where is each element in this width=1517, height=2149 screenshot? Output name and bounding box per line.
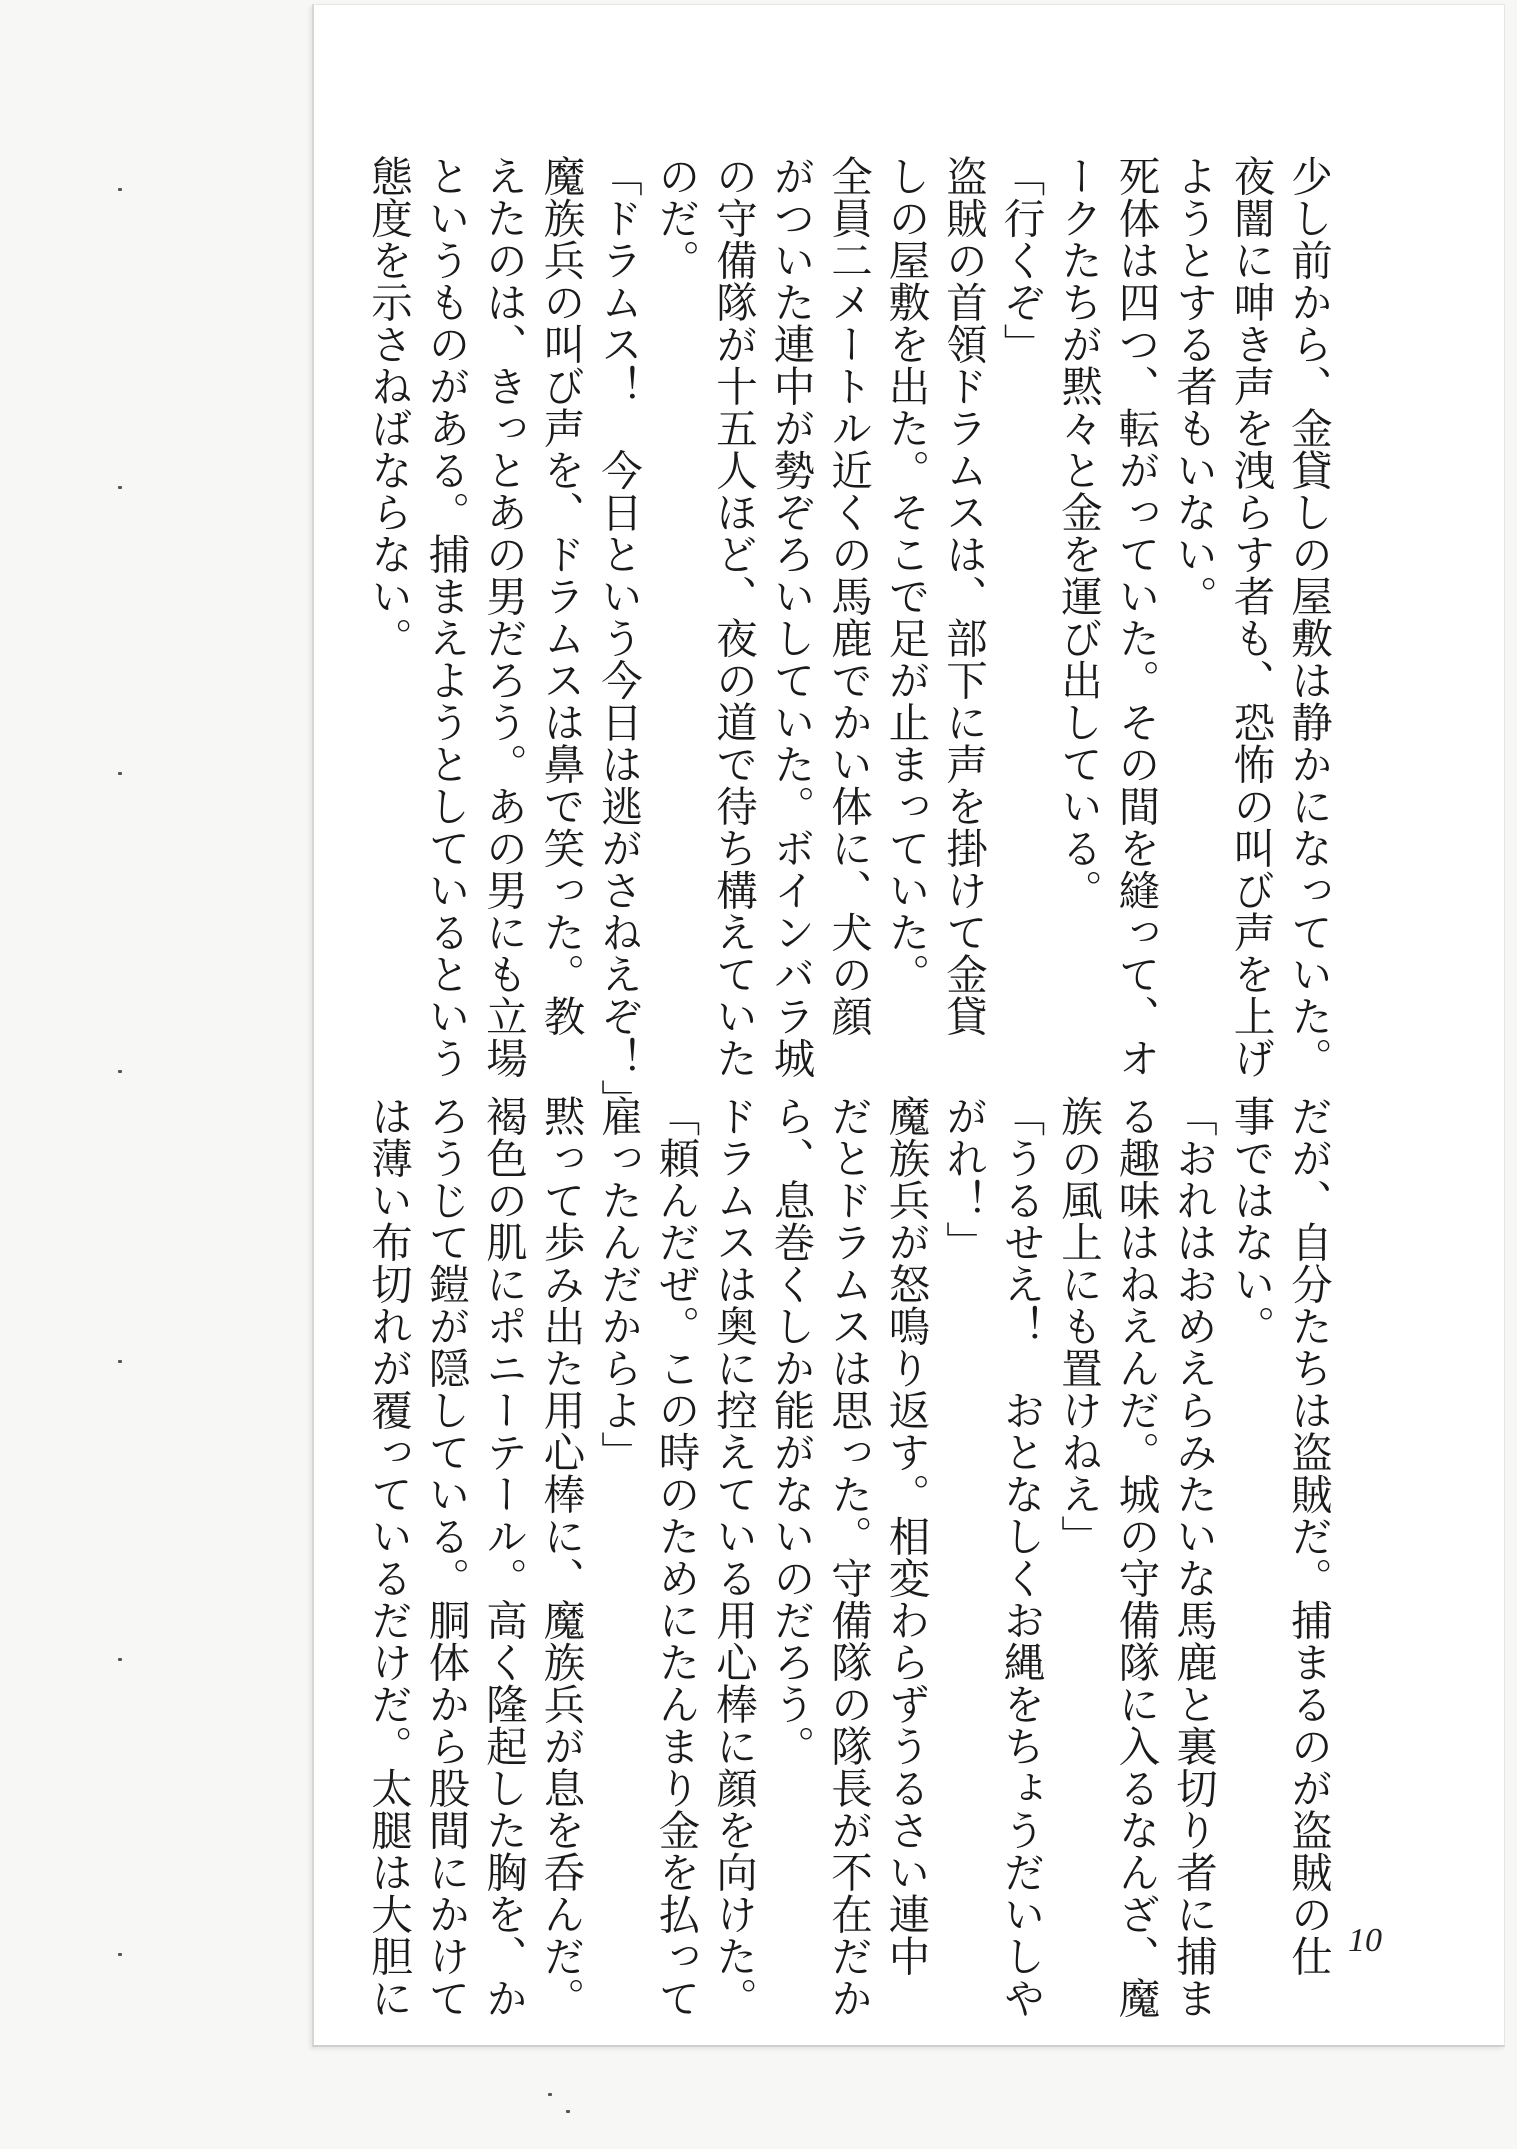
text-line: る趣味はねえんだ。城の守備隊に入るなんざ、魔 bbox=[1111, 1095, 1161, 2019]
book-page bbox=[312, 4, 1505, 2047]
text-line: の守備隊が十五人ほど、夜の道で待ち構えていた bbox=[709, 155, 758, 1079]
text-line: だとドラムスは思った。守備隊の隊長が不在だか bbox=[824, 1095, 873, 2019]
text-line: しの屋敷を出た。そこで足が止まっていた。 bbox=[881, 155, 931, 995]
text-line: 「うるせえ！ おとなしくお縄をちょうだいしや bbox=[996, 1095, 1046, 2019]
text-line: ようとする者もいない。 bbox=[1169, 155, 1218, 617]
text-line: 褐色の肌にポニーテール。高く隆起した胸を、か bbox=[479, 1095, 528, 2019]
text-line: だが、自分たちは盗賊だ。捕まるのが盗賊の仕 bbox=[1284, 1095, 1333, 1977]
text-line: がついた連中が勢ぞろいしていた。ボインバラ城 bbox=[766, 155, 816, 1079]
text-line: 態度を示さねばならない。 bbox=[364, 155, 413, 659]
page-number: 10 bbox=[1348, 1922, 1382, 1959]
text-line: 「ドラムス！ 今日という今日は逃がさねえぞ！」 bbox=[594, 155, 643, 1121]
text-line: 少し前から、金貸しの屋敷は静かになっていた。 bbox=[1284, 155, 1333, 1079]
text-line: 黙って歩み出た用心棒に、魔族兵が息を呑んだ。 bbox=[536, 1095, 586, 2019]
text-line: 魔族兵の叫び声を、ドラムスは鼻で笑った。教 bbox=[536, 155, 586, 1037]
text-line: 雇ったんだからよ」 bbox=[594, 1095, 643, 1473]
text-block-lower bbox=[360, 1095, 1338, 2019]
text-line: というものがある。捕まえようとしているという bbox=[421, 155, 471, 1079]
text-line: がれ！」 bbox=[939, 1095, 988, 1263]
text-line: 全員二メートル近くの馬鹿でかい体に、犬の顔 bbox=[824, 155, 873, 1037]
text-line: 死体は四つ、転がっていた。その間を縫って、オ bbox=[1111, 155, 1161, 1079]
text-line: ろうじて鎧が隠している。胴体から股間にかけて bbox=[421, 1095, 471, 2019]
text-line: 「頼んだぜ。この時のためにたんまり金を払って bbox=[651, 1095, 701, 2019]
text-line: ークたちが黙々と金を運び出している。 bbox=[1054, 155, 1103, 911]
text-line: 夜闇に呻き声を洩らす者も、恐怖の叫び声を上げ bbox=[1226, 155, 1276, 1079]
text-line: 「おれはおめえらみたいな馬鹿と裏切り者に捕ま bbox=[1169, 1095, 1218, 2019]
text-line: のだ。 bbox=[651, 155, 701, 281]
text-line: 族の風上にも置けねえ」 bbox=[1054, 1095, 1103, 1557]
text-line: 盗賊の首領ドラムスは、部下に声を掛けて金貸 bbox=[939, 155, 988, 1037]
text-line: は薄い布切れが覆っているだけだ。太腿は大胆に bbox=[364, 1095, 413, 2019]
text-line: 魔族兵が怒鳴り返す。相変わらずうるさい連中 bbox=[881, 1095, 931, 1977]
text-line: えたのは、きっとあの男だろう。あの男にも立場 bbox=[479, 155, 528, 1079]
text-line: ドラムスは奥に控えている用心棒に顔を向けた。 bbox=[709, 1095, 758, 2019]
text-line: ら、息巻くしか能がないのだろう。 bbox=[766, 1095, 816, 1767]
text-line: 事ではない。 bbox=[1226, 1095, 1276, 1347]
text-block-upper bbox=[360, 155, 1338, 1121]
text-line: 「行くぞ」 bbox=[996, 155, 1046, 365]
